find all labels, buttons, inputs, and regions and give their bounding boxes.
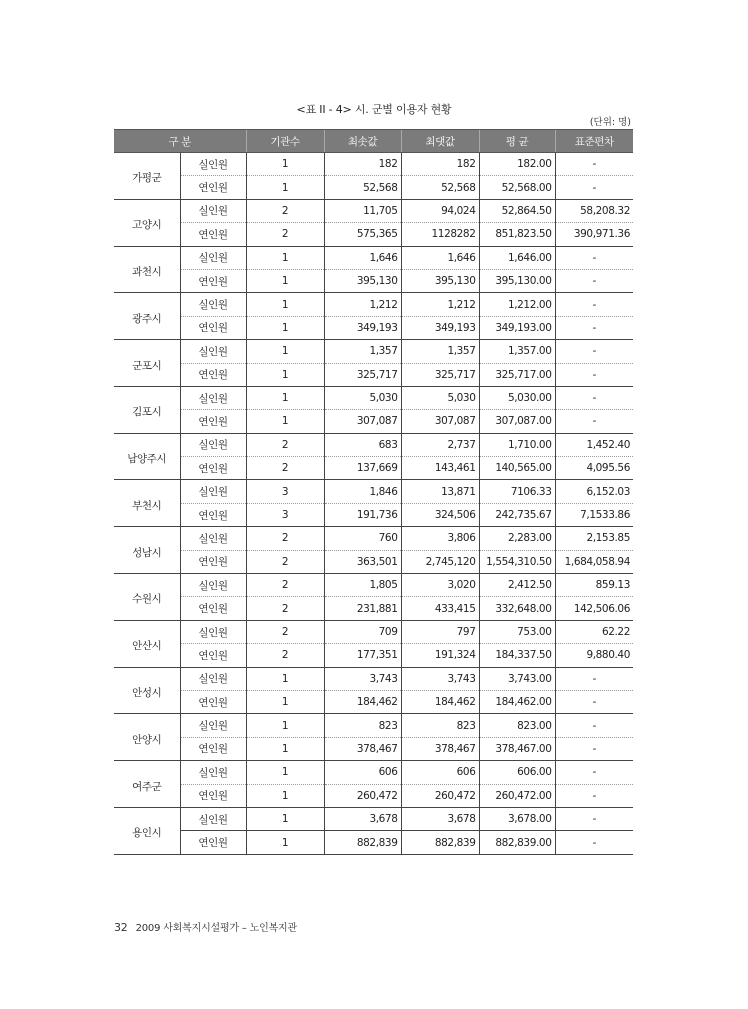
table-body: [114, 153, 633, 855]
std-dev-value: -: [555, 737, 633, 760]
institution-count: 1: [246, 831, 324, 854]
min-value: 191,736: [324, 503, 401, 526]
average-value: 606.00: [479, 761, 555, 784]
std-dev-value: -: [555, 410, 633, 433]
max-value: 2,745,120: [401, 550, 479, 573]
row-type: 실인원: [180, 761, 246, 784]
row-type: 실인원: [180, 714, 246, 737]
min-value: 5,030: [324, 386, 401, 409]
average-value: 1,710.00: [479, 433, 555, 456]
row-type: 실인원: [180, 574, 246, 597]
max-value: 349,193: [401, 316, 479, 339]
average-value: 332,648.00: [479, 597, 555, 620]
std-dev-value: -: [555, 269, 633, 292]
institution-count: 2: [246, 457, 324, 480]
average-value: 184,462.00: [479, 690, 555, 713]
row-type: 실인원: [180, 620, 246, 643]
std-dev-value: 142,506.06: [555, 597, 633, 620]
table-row: [114, 480, 633, 503]
row-type: 실인원: [180, 527, 246, 550]
average-value: 5,030.00: [479, 386, 555, 409]
institution-count: 1: [246, 316, 324, 339]
table-row: [114, 386, 633, 409]
institution-count: 1: [246, 340, 324, 363]
row-type: 실인원: [180, 386, 246, 409]
max-value: 94,024: [401, 199, 479, 222]
std-dev-value: 390,971.36: [555, 223, 633, 246]
table-row: [114, 410, 633, 433]
table-row: [114, 690, 633, 713]
footer-title: 2009 사회복지시설평가 – 노인복지관: [135, 923, 297, 934]
region-name: 성남시: [114, 527, 180, 574]
institution-count: 1: [246, 153, 324, 176]
min-value: 378,467: [324, 737, 401, 760]
region-name: 수원시: [114, 574, 180, 621]
table-row: [114, 644, 633, 667]
row-type: 연인원: [180, 503, 246, 526]
average-value: 242,735.67: [479, 503, 555, 526]
row-type: 실인원: [180, 199, 246, 222]
std-dev-value: 7,1533.86: [555, 503, 633, 526]
institution-count: 2: [246, 223, 324, 246]
min-value: 1,646: [324, 246, 401, 269]
row-type: 실인원: [180, 293, 246, 316]
std-dev-value: 4,095.56: [555, 457, 633, 480]
institution-count: 1: [246, 737, 324, 760]
institution-count: 1: [246, 386, 324, 409]
min-value: 11,705: [324, 199, 401, 222]
row-type: 연인원: [180, 410, 246, 433]
average-value: 140,565.00: [479, 457, 555, 480]
table-row: [114, 574, 633, 597]
average-value: 823.00: [479, 714, 555, 737]
table-caption: <표 II - 4> 시. 군별 이용자 현황: [296, 103, 452, 116]
max-value: 3,678: [401, 807, 479, 830]
row-type: 연인원: [180, 269, 246, 292]
table-row: [114, 667, 633, 690]
row-type: 연인원: [180, 316, 246, 339]
max-value: 606: [401, 761, 479, 784]
max-value: 433,415: [401, 597, 479, 620]
min-value: 395,130: [324, 269, 401, 292]
table-row: [114, 597, 633, 620]
max-value: 182: [401, 153, 479, 176]
std-dev-value: -: [555, 831, 633, 854]
region-name: 광주시: [114, 293, 180, 340]
std-dev-value: -: [555, 386, 633, 409]
min-value: 363,501: [324, 550, 401, 573]
region-name: 부천시: [114, 480, 180, 527]
min-value: 3,678: [324, 807, 401, 830]
table-row: [114, 223, 633, 246]
average-value: 3,678.00: [479, 807, 555, 830]
max-value: 143,461: [401, 457, 479, 480]
table-row: [114, 340, 633, 363]
row-type: 실인원: [180, 667, 246, 690]
min-value: 882,839: [324, 831, 401, 854]
average-value: 2,283.00: [479, 527, 555, 550]
header-institution-count: 기관수: [246, 130, 324, 153]
row-type: 연인원: [180, 737, 246, 760]
table-row: [114, 316, 633, 339]
institution-count: 2: [246, 620, 324, 643]
average-value: 325,717.00: [479, 363, 555, 386]
max-value: 325,717: [401, 363, 479, 386]
table-row: [114, 433, 633, 456]
std-dev-value: -: [555, 807, 633, 830]
unit-label: (단위: 명): [589, 117, 631, 128]
region-name: 안양시: [114, 714, 180, 761]
institution-count: 1: [246, 363, 324, 386]
institution-count: 2: [246, 550, 324, 573]
max-value: 5,030: [401, 386, 479, 409]
average-value: 2,412.50: [479, 574, 555, 597]
institution-count: 2: [246, 199, 324, 222]
max-value: 52,568: [401, 176, 479, 199]
min-value: 184,462: [324, 690, 401, 713]
std-dev-value: -: [555, 293, 633, 316]
region-name: 안산시: [114, 620, 180, 667]
max-value: 3,743: [401, 667, 479, 690]
min-value: 3,743: [324, 667, 401, 690]
std-dev-value: 859.13: [555, 574, 633, 597]
header-category: 구 분: [114, 130, 246, 153]
institution-count: 1: [246, 176, 324, 199]
max-value: 13,871: [401, 480, 479, 503]
table-row: [114, 363, 633, 386]
max-value: 3,020: [401, 574, 479, 597]
average-value: 184,337.50: [479, 644, 555, 667]
average-value: 349,193.00: [479, 316, 555, 339]
max-value: 1128282: [401, 223, 479, 246]
row-type: 연인원: [180, 644, 246, 667]
min-value: 1,212: [324, 293, 401, 316]
std-dev-value: 58,208.32: [555, 199, 633, 222]
table-row: [114, 714, 633, 737]
table-row: [114, 457, 633, 480]
min-value: 137,669: [324, 457, 401, 480]
institution-count: 3: [246, 480, 324, 503]
institution-count: 2: [246, 597, 324, 620]
institution-count: 1: [246, 714, 324, 737]
table-row: [114, 831, 633, 854]
row-type: 연인원: [180, 176, 246, 199]
min-value: 260,472: [324, 784, 401, 807]
region-name: 가평군: [114, 153, 180, 200]
max-value: 882,839: [401, 831, 479, 854]
table-header-row: [114, 130, 633, 153]
average-value: 1,554,310.50: [479, 550, 555, 573]
std-dev-value: -: [555, 153, 633, 176]
max-value: 307,087: [401, 410, 479, 433]
page-number: 32: [114, 921, 128, 934]
min-value: 1,805: [324, 574, 401, 597]
table-row: [114, 527, 633, 550]
min-value: 231,881: [324, 597, 401, 620]
average-value: 753.00: [479, 620, 555, 643]
row-type: 실인원: [180, 433, 246, 456]
min-value: 177,351: [324, 644, 401, 667]
average-value: 182.00: [479, 153, 555, 176]
std-dev-value: -: [555, 784, 633, 807]
std-dev-value: -: [555, 246, 633, 269]
average-value: 7106.33: [479, 480, 555, 503]
institution-count: 1: [246, 690, 324, 713]
table-row: [114, 246, 633, 269]
max-value: 1,357: [401, 340, 479, 363]
row-type: 연인원: [180, 831, 246, 854]
std-dev-value: -: [555, 714, 633, 737]
max-value: 1,212: [401, 293, 479, 316]
max-value: 260,472: [401, 784, 479, 807]
institution-count: 1: [246, 410, 324, 433]
average-value: 851,823.50: [479, 223, 555, 246]
header-max: 최댓값: [401, 130, 479, 153]
max-value: 191,324: [401, 644, 479, 667]
institution-count: 1: [246, 246, 324, 269]
max-value: 378,467: [401, 737, 479, 760]
average-value: 52,864.50: [479, 199, 555, 222]
institution-count: 1: [246, 784, 324, 807]
min-value: 683: [324, 433, 401, 456]
table-row: [114, 153, 633, 176]
std-dev-value: -: [555, 340, 633, 363]
region-name: 군포시: [114, 340, 180, 387]
std-dev-value: -: [555, 176, 633, 199]
user-status-table: [114, 129, 633, 855]
std-dev-value: -: [555, 667, 633, 690]
region-name: 여주군: [114, 761, 180, 808]
max-value: 3,806: [401, 527, 479, 550]
average-value: 3,743.00: [479, 667, 555, 690]
institution-count: 1: [246, 293, 324, 316]
average-value: 1,212.00: [479, 293, 555, 316]
row-type: 연인원: [180, 363, 246, 386]
std-dev-value: 2,153.85: [555, 527, 633, 550]
std-dev-value: 1,684,058.94: [555, 550, 633, 573]
table-row: [114, 176, 633, 199]
region-name: 남양주시: [114, 433, 180, 480]
table-row: [114, 199, 633, 222]
row-type: 실인원: [180, 480, 246, 503]
std-dev-value: 9,880.40: [555, 644, 633, 667]
region-name: 용인시: [114, 807, 180, 854]
header-min: 최솟값: [324, 130, 401, 153]
row-type: 실인원: [180, 246, 246, 269]
average-value: 307,087.00: [479, 410, 555, 433]
table-row: [114, 761, 633, 784]
min-value: 325,717: [324, 363, 401, 386]
min-value: 760: [324, 527, 401, 550]
min-value: 823: [324, 714, 401, 737]
institution-count: 2: [246, 644, 324, 667]
institution-count: 3: [246, 503, 324, 526]
institution-count: 1: [246, 667, 324, 690]
row-type: 연인원: [180, 550, 246, 573]
average-value: 52,568.00: [479, 176, 555, 199]
table-row: [114, 807, 633, 830]
table-row: [114, 620, 633, 643]
institution-count: 2: [246, 574, 324, 597]
std-dev-value: -: [555, 316, 633, 339]
row-type: 연인원: [180, 597, 246, 620]
row-type: 실인원: [180, 340, 246, 363]
min-value: 1,846: [324, 480, 401, 503]
std-dev-value: -: [555, 690, 633, 713]
min-value: 1,357: [324, 340, 401, 363]
institution-count: 1: [246, 761, 324, 784]
average-value: 1,357.00: [479, 340, 555, 363]
average-value: 882,839.00: [479, 831, 555, 854]
std-dev-value: 1,452.40: [555, 433, 633, 456]
institution-count: 1: [246, 269, 324, 292]
max-value: 1,646: [401, 246, 479, 269]
table-row: [114, 784, 633, 807]
header-std-dev: 표준편차: [555, 130, 633, 153]
std-dev-value: 6,152.03: [555, 480, 633, 503]
std-dev-value: -: [555, 363, 633, 386]
min-value: 575,365: [324, 223, 401, 246]
institution-count: 2: [246, 527, 324, 550]
row-type: 연인원: [180, 690, 246, 713]
max-value: 324,506: [401, 503, 479, 526]
max-value: 184,462: [401, 690, 479, 713]
region-name: 고양시: [114, 199, 180, 246]
row-type: 연인원: [180, 784, 246, 807]
min-value: 349,193: [324, 316, 401, 339]
table-row: [114, 550, 633, 573]
average-value: 1,646.00: [479, 246, 555, 269]
min-value: 307,087: [324, 410, 401, 433]
row-type: 실인원: [180, 807, 246, 830]
max-value: 797: [401, 620, 479, 643]
min-value: 52,568: [324, 176, 401, 199]
min-value: 709: [324, 620, 401, 643]
header-average: 평 균: [479, 130, 555, 153]
std-dev-value: -: [555, 761, 633, 784]
region-name: 과천시: [114, 246, 180, 293]
institution-count: 1: [246, 807, 324, 830]
max-value: 2,737: [401, 433, 479, 456]
max-value: 395,130: [401, 269, 479, 292]
average-value: 378,467.00: [479, 737, 555, 760]
min-value: 606: [324, 761, 401, 784]
institution-count: 2: [246, 433, 324, 456]
table-row: [114, 503, 633, 526]
table-row: [114, 737, 633, 760]
std-dev-value: 62.22: [555, 620, 633, 643]
page-footer: [114, 919, 297, 934]
row-type: 연인원: [180, 457, 246, 480]
row-type: 연인원: [180, 223, 246, 246]
average-value: 260,472.00: [479, 784, 555, 807]
max-value: 823: [401, 714, 479, 737]
average-value: 395,130.00: [479, 269, 555, 292]
region-name: 김포시: [114, 386, 180, 433]
region-name: 안성시: [114, 667, 180, 714]
table-row: [114, 293, 633, 316]
table-row: [114, 269, 633, 292]
row-type: 실인원: [180, 153, 246, 176]
min-value: 182: [324, 153, 401, 176]
